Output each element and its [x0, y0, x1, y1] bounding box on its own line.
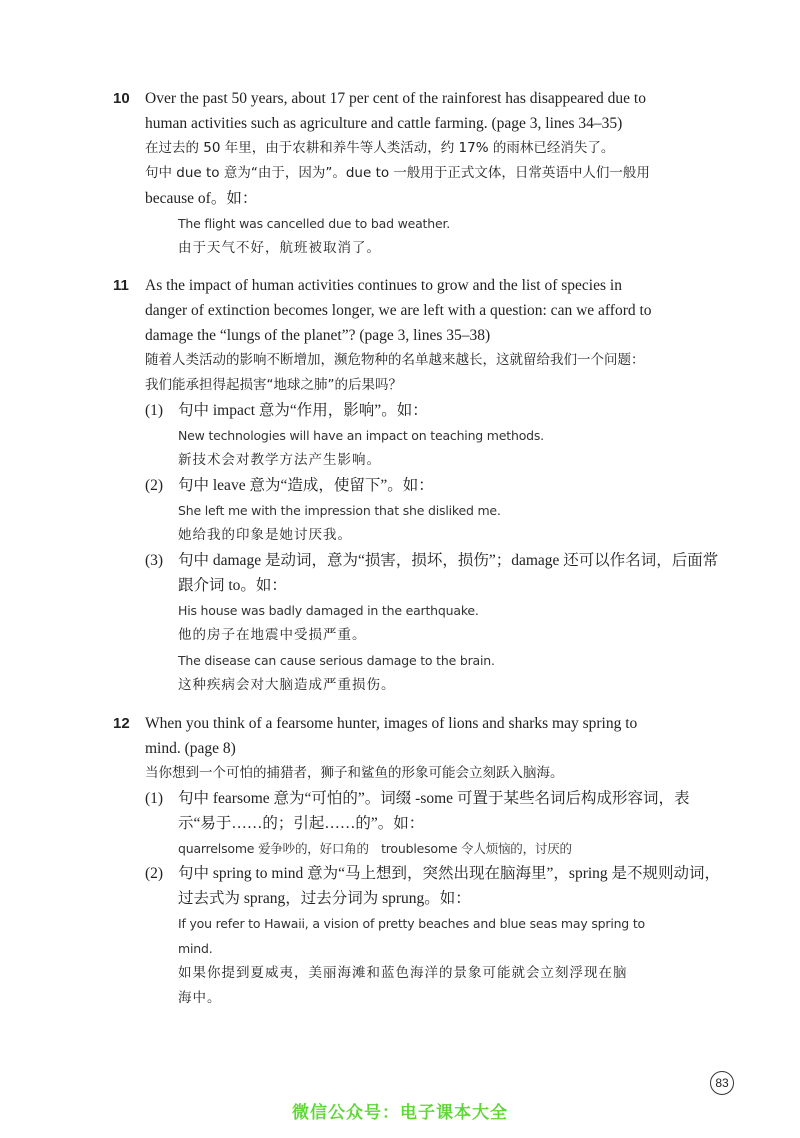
example-english: If you refer to Hawaii, a vision of pretty beaches and blue seas may spring to — [178, 916, 645, 931]
note-number: 12 — [113, 715, 130, 732]
sub-point-3 — [145, 548, 719, 698]
note-text: As the impact of human activities continues to grow and the list of species in — [145, 277, 622, 294]
sub-point-text: 句中 damage 是动词，意为“损害，损坏，损伤”；damage 还可以作名词，后面常 — [178, 552, 719, 569]
example-words: quarrelsome 爱争吵的，好口角的 troublesome 令人烦恼的，讨厌的 — [178, 841, 572, 856]
example-english: His house was badly damaged in the earthquake. — [178, 603, 479, 618]
sub-point-1 — [145, 786, 690, 861]
example-chinese: 这种疾病会对大脑造成严重损伤。 — [178, 677, 396, 693]
sub-point-number: (2) — [145, 477, 164, 494]
sub-point-text: 跟介词 to。如： — [178, 577, 287, 594]
example-chinese: 海中。 — [178, 990, 222, 1006]
example-english: The disease can cause serious damage to the brain. — [178, 653, 495, 668]
sub-point-text: 示“易于……的；引起……的”。如： — [178, 815, 425, 832]
note-number: 10 — [113, 90, 130, 107]
note-text: mind. (page 8) — [145, 740, 236, 757]
sub-point-1 — [145, 398, 673, 473]
sub-point-text: 句中 impact 意为“作用，影响”。如： — [178, 402, 428, 419]
example-chinese: 由于天气不好，航班被取消了。 — [178, 240, 381, 256]
sub-point-text: 句中 spring to mind 意为“马上想到，突然出现在脑海里”，spring 是不规则动词， — [178, 865, 721, 882]
example-chinese: 她给我的印象是她讨厌我。 — [178, 527, 352, 543]
example-english: The flight was cancelled due to bad weather. — [178, 216, 451, 231]
note-text: damage the “lungs of the planet”? (page 3, lines 35–38) — [145, 327, 491, 344]
sub-point-text: 句中 fearsome 意为“可怕的”。词缀 -some 可置于某些名词后构成形容词，表 — [178, 790, 690, 807]
sub-point-number: (1) — [145, 402, 164, 419]
example-chinese: 如果你提到夏威夷，美丽海滩和蓝色海洋的景象可能就会立刻浮现在脑 — [178, 965, 628, 981]
note-translation: 在过去的 50 年里，由于农耕和养牛等人类活动，约 17% 的雨林已经消失了。 — [145, 140, 615, 156]
note-item-11 — [113, 273, 719, 698]
note-item-12 — [113, 711, 721, 1011]
sub-point-text: 过去式为 sprang，过去分词为 sprung。如： — [178, 890, 471, 907]
note-explanation: because of。如： — [145, 190, 258, 207]
sub-point-number: (1) — [145, 790, 164, 807]
note-text: human activities such as agriculture and cattle farming. (page 3, lines 34–35) — [145, 115, 623, 132]
note-text: When you think of a fearsome hunter, images of lions and sharks may spring to — [145, 715, 638, 732]
sub-point-number: (2) — [145, 865, 164, 882]
sub-point-2 — [145, 861, 721, 1011]
note-text: danger of extinction becomes longer, we are left with a question: can we afford to — [145, 302, 652, 319]
sub-point-text: 句中 leave 意为“造成，使留下”。如： — [178, 477, 434, 494]
note-item-10 — [113, 86, 673, 261]
example-chinese: 他的房子在地震中受损严重。 — [178, 627, 367, 643]
page-number: 83 — [710, 1071, 734, 1095]
note-number: 11 — [113, 277, 129, 294]
example-chinese: 新技术会对教学方法产生影响。 — [178, 452, 381, 468]
example-english: She left me with the impression that she disliked me. — [178, 503, 501, 518]
sub-point-number: (3) — [145, 552, 164, 569]
note-translation: 我们能承担得起损害“地球之肺”的后果吗？ — [145, 377, 402, 393]
note-translation: 当你想到一个可怕的捕猎者，狮子和鲨鱼的形象可能会立刻跃入脑海。 — [145, 765, 564, 781]
example-english: mind. — [178, 941, 213, 956]
example-english: New technologies will have an impact on teaching methods. — [178, 428, 544, 443]
sub-point-2 — [145, 473, 673, 548]
note-text: Over the past 50 years, about 17 per cent of the rainforest has disappeared due to — [145, 90, 646, 107]
note-translation: 随着人类活动的影响不断增加，濒危物种的名单越来越长，这就留给我们一个问题： — [145, 352, 645, 368]
note-explanation: 句中 due to 意为“由于，因为”。due to 一般用于正式文体，日常英语中人们一般用 — [145, 165, 650, 181]
footer-watermark: 微信公众号：电子课本大全 — [292, 1103, 508, 1123]
